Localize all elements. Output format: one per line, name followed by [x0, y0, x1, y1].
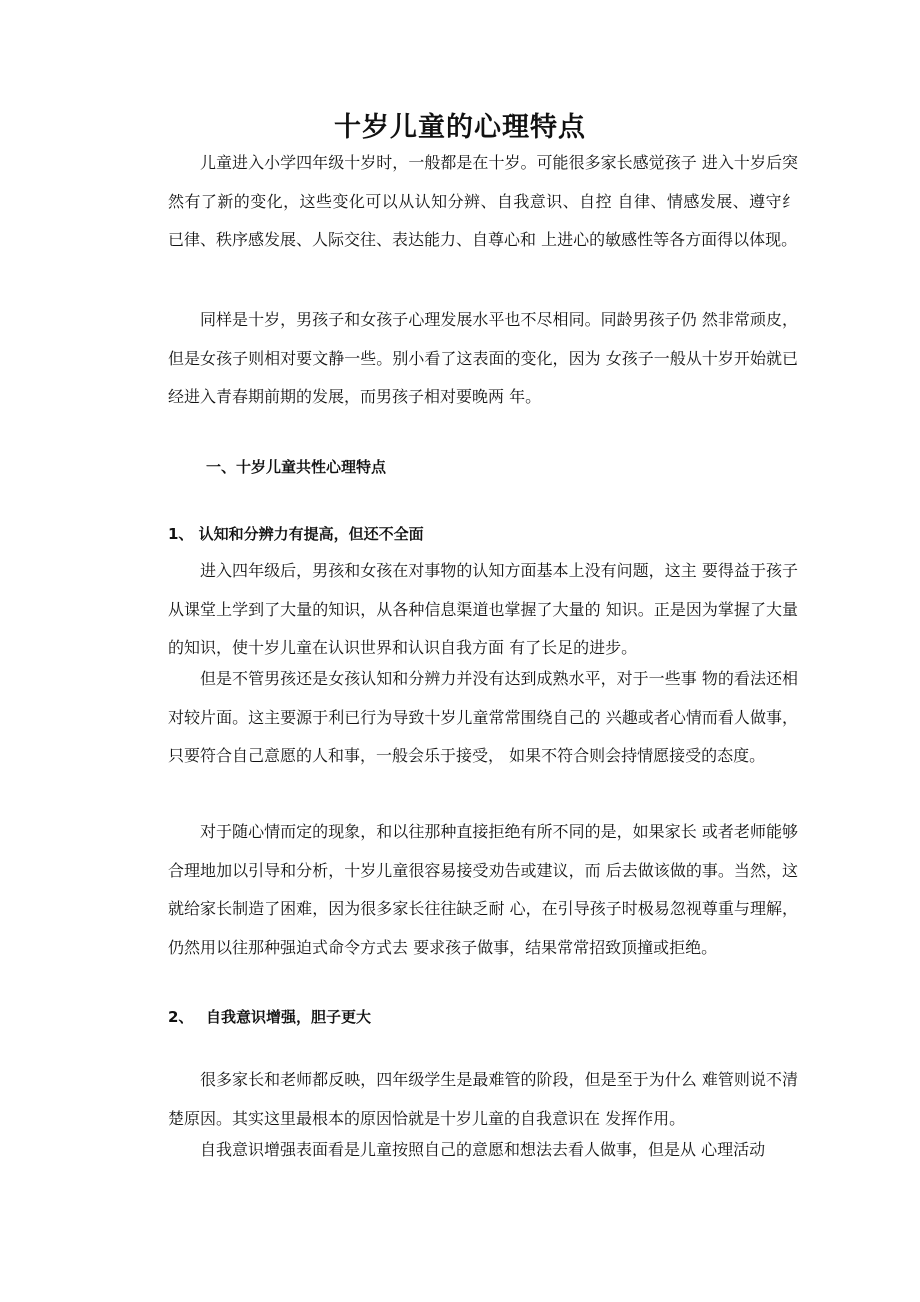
subsection-number: 2、	[168, 1008, 194, 1026]
section-heading: 一、十岁儿童共性心理特点	[206, 458, 387, 476]
subsection-title: 自我意识增强，胆子更大	[206, 1008, 372, 1026]
cognition-paragraph-3: 对于随心情而定的现象，和以往那种直接拒绝有所不同的是，如果家长 或者老师能够合理地加以引导和分析，十岁儿童很容易接受劝告或建议，而 后去做该做的事。当然，这就给家长制造了困难，因为很多家长往往缺乏耐 心，在引导孩子时极易忽视尊重与理解，仍然用以往那种强迫式命令方式去 要求孩子做事，结果常常招致顶撞或拒绝。	[168, 822, 798, 957]
gender-paragraph: 同样是十岁，男孩子和女孩子心理发展水平也不尽相同。同龄男孩子仍 然非常顽皮，但是女孩子则相对要文静一些。别小看了这表面的变化，因为 女孩子一般从十岁开始就已经进入青春期前期的发展，而男孩子相对要晚两 年。	[168, 310, 798, 406]
self-awareness-paragraph-1: 很多家长和老师都反映，四年级学生是最难管的阶段，但是至于为什么 难管则说不清楚原因。其实这里最根本的原因恰就是十岁儿童的自我意识在 发挥作用。	[168, 1070, 798, 1128]
self-awareness-paragraph-2: 自我意识增强表面看是儿童按照自己的意愿和想法去看人做事，但是从 心理活动	[200, 1140, 766, 1159]
cognition-paragraph-2: 但是不管男孩还是女孩认知和分辨力并没有达到成熟水平，对于一些事 物的看法还相对较片面。这主要源于利已行为导致十岁儿童常常围绕自己的 兴趣或者心情而看人做事，只要符合自己意愿的人和事，一般会乐于接受， 如果不符合则会持情愿接受的态度。	[168, 669, 798, 765]
intro-paragraph: 儿童进入小学四年级十岁时，一般都是在十岁。可能很多家长感觉孩子 进入十岁后突然有了新的变化，这些变化可以从认知分辨、自我意识、自控 自律、情感发展、遵守纟 已律、秩序感发展、人际交往、表达能力、自尊心和 上进心的敏感性等各方面得以体现。	[168, 153, 798, 249]
subsection-heading-1: 1、 认知和分辨力有提高，但还不全面	[168, 525, 424, 543]
cognition-paragraph-1: 进入四年级后，男孩和女孩在对事物的认知方面基本上没有问题，这主 要得益于孩子从课堂上学到了大量的知识，从各种信息渠道也掌握了大量的 知识。正是因为掌握了大量的知识，使十岁儿童在认识世界和认识自我方面 有了长足的进步。	[168, 561, 798, 657]
document-title: 十岁儿童的心理特点	[334, 112, 586, 144]
subsection-heading-2	[168, 1005, 371, 1029]
